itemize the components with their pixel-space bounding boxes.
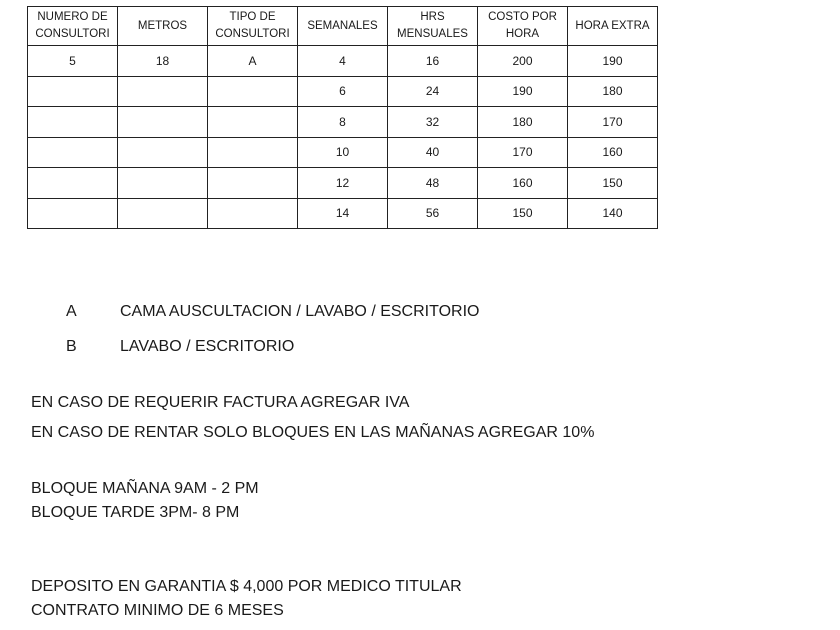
table-cell: 40	[388, 137, 478, 168]
table-row	[28, 137, 658, 168]
table-cell: A	[208, 46, 298, 77]
table-cell	[118, 76, 208, 107]
header-metros: METROS	[118, 7, 208, 46]
table-cell	[118, 107, 208, 138]
table-cell: 5	[28, 46, 118, 77]
table-cell	[118, 168, 208, 199]
table-cell: 10	[298, 137, 388, 168]
table-cell	[208, 107, 298, 138]
header-semanales: SEMANALES	[298, 7, 388, 46]
table-cell	[28, 168, 118, 199]
table-cell: 4	[298, 46, 388, 77]
table-cell: 190	[568, 46, 658, 77]
table-row	[28, 76, 658, 107]
header-numero-consultorio: NUMERO DE CONSULTORI	[28, 7, 118, 46]
table-cell	[28, 107, 118, 138]
table-cell: 18	[118, 46, 208, 77]
table-cell: 180	[478, 107, 568, 138]
table-cell: 12	[298, 168, 388, 199]
table-cell: 14	[298, 198, 388, 229]
legend-text: CAMA AUSCULTACION / LAVABO / ESCRITORIO	[120, 303, 480, 320]
table-cell: 170	[568, 107, 658, 138]
table-row	[28, 46, 658, 77]
table-cell: 24	[388, 76, 478, 107]
table-cell: 6	[298, 76, 388, 107]
deposit-note: DEPOSITO EN GARANTIA $ 4,000 POR MEDICO TITULAR	[31, 578, 462, 595]
table-cell: 16	[388, 46, 478, 77]
table-cell: 160	[568, 137, 658, 168]
table-cell: 160	[478, 168, 568, 199]
legend-text: LAVABO / ESCRITORIO	[120, 338, 295, 355]
table-cell: 200	[478, 46, 568, 77]
table-cell: 190	[478, 76, 568, 107]
table-cell	[208, 198, 298, 229]
table-cell	[28, 198, 118, 229]
table-cell: 150	[568, 168, 658, 199]
table-cell	[118, 137, 208, 168]
afternoon-block-note: BLOQUE TARDE 3PM- 8 PM	[31, 504, 240, 521]
morning-surcharge-note: EN CASO DE RENTAR SOLO BLOQUES EN LAS MAÑANAS AGREGAR 10%	[31, 424, 595, 441]
table-cell	[208, 137, 298, 168]
table-cell	[28, 137, 118, 168]
table-row	[28, 107, 658, 138]
header-hora-extra: HORA EXTRA	[568, 7, 658, 46]
legend-item-b	[66, 338, 294, 356]
table-cell: 150	[478, 198, 568, 229]
table-cell: 180	[568, 76, 658, 107]
header-hrs-mensuales: HRS MENSUALES	[388, 7, 478, 46]
table-cell: 170	[478, 137, 568, 168]
invoice-note: EN CASO DE REQUERIR FACTURA AGREGAR IVA	[31, 394, 410, 411]
contract-note: CONTRATO MINIMO DE 6 MESES	[31, 602, 284, 619]
table-cell: 32	[388, 107, 478, 138]
table-cell	[118, 198, 208, 229]
table-cell	[28, 76, 118, 107]
rates-table	[27, 6, 658, 229]
table-cell: 48	[388, 168, 478, 199]
table-cell	[208, 76, 298, 107]
morning-block-note: BLOQUE MAÑANA 9AM - 2 PM	[31, 480, 259, 497]
table-cell: 8	[298, 107, 388, 138]
table-row	[28, 198, 658, 229]
legend-code: A	[66, 303, 77, 320]
legend-code: B	[66, 338, 77, 355]
legend-item-a	[66, 303, 479, 321]
table-cell	[208, 168, 298, 199]
table-cell: 140	[568, 198, 658, 229]
table-row	[28, 168, 658, 199]
table-cell: 56	[388, 198, 478, 229]
header-costo-por-hora: COSTO POR HORA	[478, 7, 568, 46]
header-tipo-consultorio: TIPO DE CONSULTORI	[208, 7, 298, 46]
table-header-row	[28, 7, 658, 46]
